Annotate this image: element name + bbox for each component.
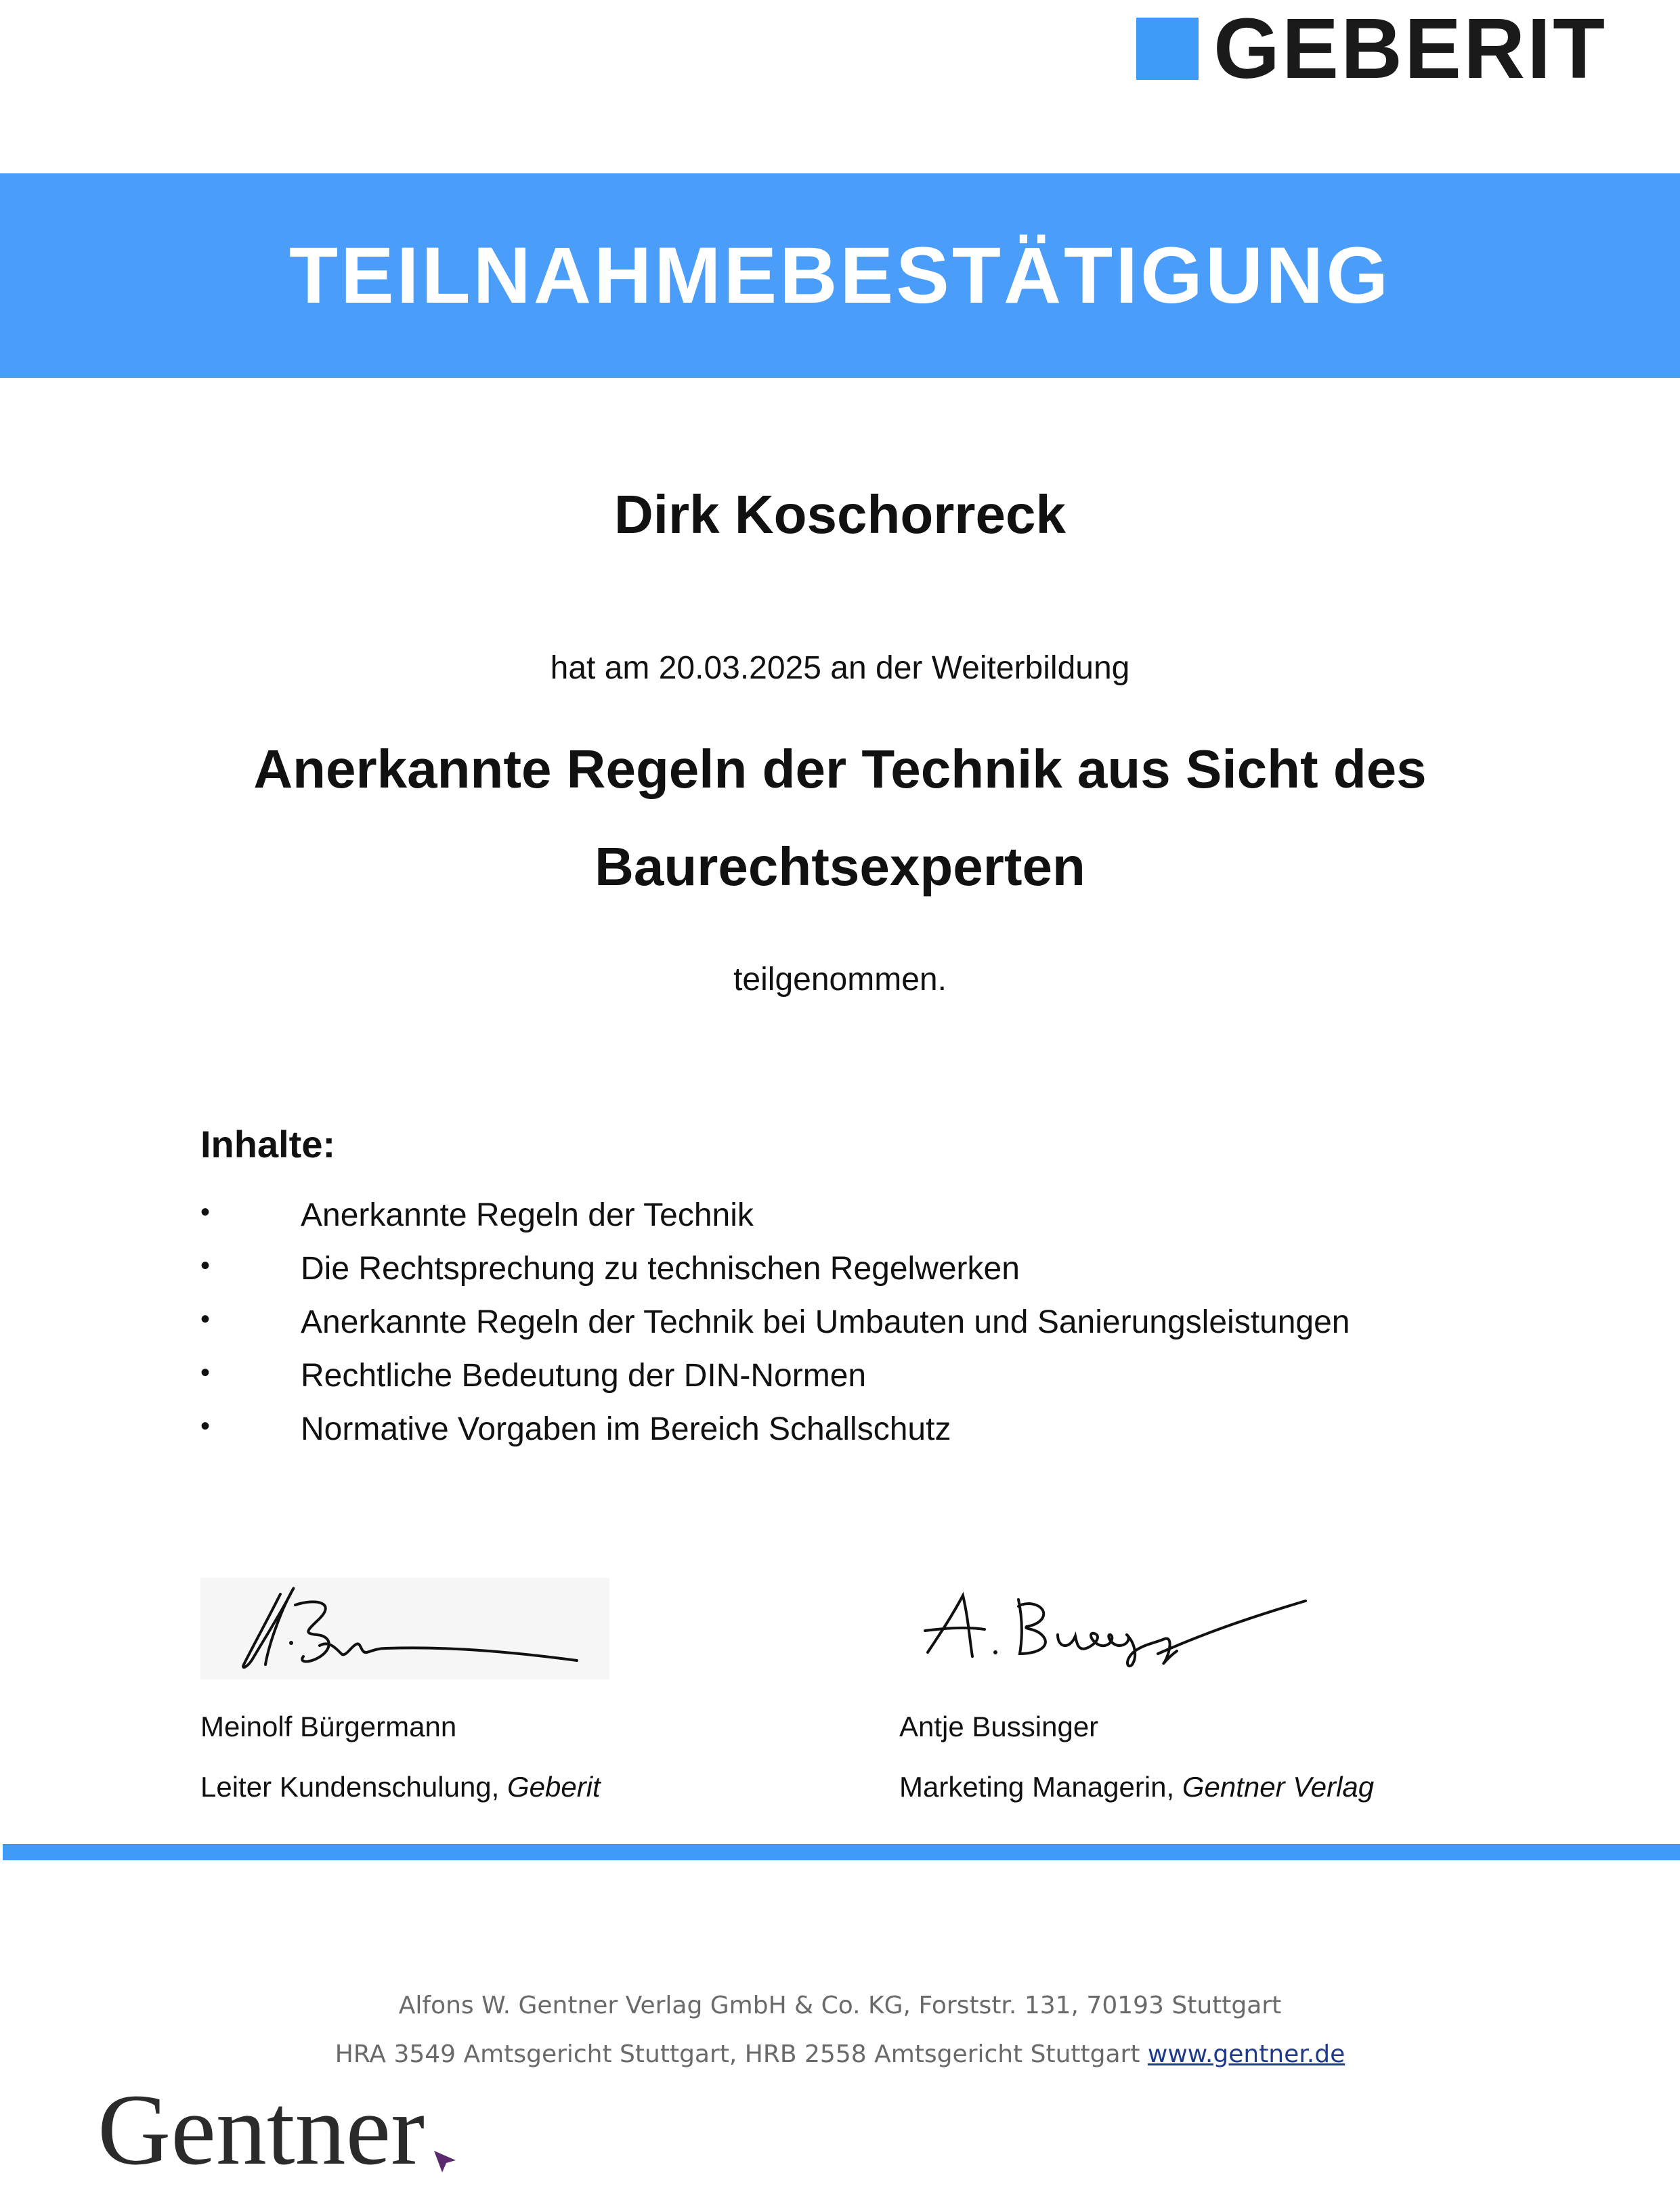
certificate-title: TEILNAHMEBESTÄTIGUNG <box>288 231 1392 320</box>
list-item-text: Normative Vorgaben im Bereich Schallschutz <box>301 1411 951 1447</box>
list-item-text: Anerkannte Regeln der Technik bei Umbauten und Sanierungsleistungen <box>301 1304 1350 1340</box>
bullet: • <box>200 1197 211 1227</box>
bullet: • <box>200 1358 211 1388</box>
signature-graphic <box>907 1578 1314 1679</box>
signatory-name-1: Meinolf Bürgermann <box>200 1711 457 1742</box>
website-link[interactable]: www.gentner.de <box>1147 2040 1345 2068</box>
signatory-role-2 <box>899 1770 1374 1804</box>
role-organization: Geberit <box>507 1771 601 1803</box>
bullet: • <box>200 1411 211 1441</box>
list-item <box>200 1196 1555 1249</box>
signature-image-bussinger <box>907 1578 1314 1679</box>
list-item <box>200 1410 1555 1463</box>
list-item <box>200 1249 1555 1303</box>
bullet: • <box>200 1304 211 1334</box>
intro-text: hat am 20.03.2025 an der Weiterbildung <box>550 650 1130 686</box>
contents-heading: Inhalte: <box>200 1123 336 1165</box>
divider <box>3 1844 1680 1860</box>
outro-text: teilgenommen. <box>733 962 947 998</box>
role-title: Leiter Kundenschulung, <box>200 1771 507 1803</box>
geberit-logo <box>1136 1 1608 96</box>
list-item <box>200 1303 1555 1356</box>
arrow-icon <box>431 2147 458 2174</box>
signature-graphic <box>200 1578 609 1679</box>
signature-image-buergermann <box>200 1578 609 1679</box>
geberit-logo-wordmark: GEBERIT <box>1213 1 1608 96</box>
gentner-logo-wordmark: Gentner <box>98 2074 425 2186</box>
list-item-text: Anerkannte Regeln der Technik <box>301 1197 754 1233</box>
footer-address: Alfons W. Gentner Verlag GmbH & Co. KG, Forststr. 131, 70193 Stuttgart <box>398 1992 1282 2019</box>
bullet: • <box>200 1251 211 1281</box>
list-item-text: Rechtliche Bedeutung der DIN-Normen <box>301 1358 867 1394</box>
geberit-logo-square <box>1136 18 1199 80</box>
role-organization: Gentner Verlag <box>1182 1771 1375 1803</box>
footer-registry <box>0 2040 1680 2069</box>
course-title-line-2: Baurechtsexperten <box>595 836 1085 897</box>
footer-registry-text: HRA 3549 Amtsgericht Stuttgart, HRB 2558 Amtsgericht Stuttgart <box>335 2040 1148 2068</box>
role-title: Marketing Managerin, <box>899 1771 1182 1803</box>
list-item-text: Die Rechtsprechung zu technischen Regelwerken <box>301 1251 1020 1287</box>
title-banner <box>0 173 1680 378</box>
gentner-logo <box>98 2074 458 2186</box>
signatory-role-1 <box>200 1770 601 1804</box>
signatory-name-2: Antje Bussinger <box>899 1711 1099 1742</box>
course-title-line-1: Anerkannte Regeln der Technik aus Sicht des <box>253 739 1427 799</box>
contents-list <box>200 1196 1555 1463</box>
list-item <box>200 1356 1555 1410</box>
participant-name: Dirk Koschorreck <box>614 484 1066 544</box>
